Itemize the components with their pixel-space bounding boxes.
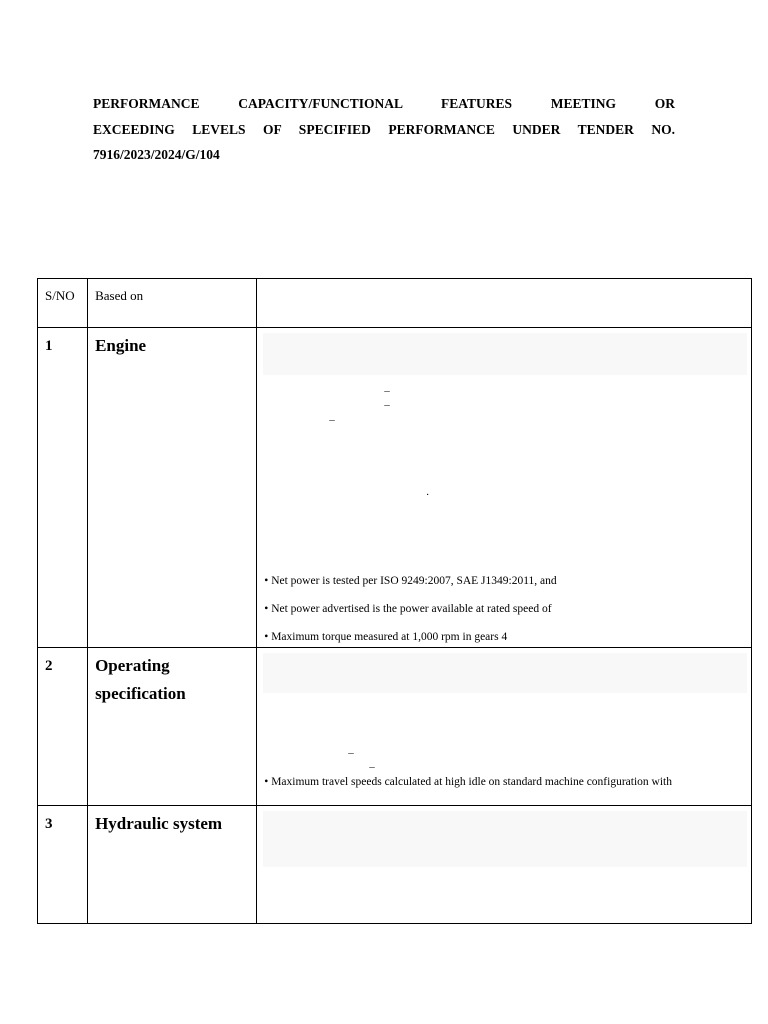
row-details <box>257 328 752 648</box>
dash-mark: – <box>369 761 375 773</box>
engine-note-3: • Maximum torque measured at 1,000 rpm in gears 4 <box>264 631 508 643</box>
engine-note-1: • Net power is tested per ISO 9249:2007, SAE J1349:2011, and <box>264 575 557 587</box>
dash-mark: – <box>384 385 390 397</box>
dash-mark: – <box>329 414 335 426</box>
shaded-band <box>263 653 747 693</box>
header-based-on: Based on <box>88 279 257 328</box>
title-line-1: PERFORMANCE CAPACITY/FUNCTIONAL FEATURES MEETING OR <box>93 96 675 111</box>
title-line-3: 7916/2023/2024/G/104 <box>93 147 220 162</box>
document-title <box>93 91 675 168</box>
shaded-band <box>263 811 747 867</box>
row-details <box>257 806 752 924</box>
row-based-on: Engine <box>88 328 257 648</box>
row-details <box>257 648 752 806</box>
title-line-2: EXCEEDING LEVELS OF SPECIFIED PERFORMANCE UNDER TENDER NO. <box>93 121 675 137</box>
engine-note-2: • Net power advertised is the power available at rated speed of <box>264 603 552 615</box>
specification-table <box>37 278 752 924</box>
operating-note-1: • Maximum travel speeds calculated at high idle on standard machine configuration with <box>264 776 672 788</box>
dot-mark: . <box>426 486 430 498</box>
row-sno: 2 <box>38 648 88 806</box>
table-row-hydraulic <box>38 806 752 924</box>
row-sno: 1 <box>38 328 88 648</box>
table-row-operating <box>38 648 752 806</box>
header-sno: S/NO <box>38 279 88 328</box>
row-based-on: Operating specification <box>88 648 257 806</box>
dash-mark: – <box>348 747 354 759</box>
table-header-row <box>38 279 752 328</box>
header-details <box>257 279 752 328</box>
shaded-band <box>263 333 747 375</box>
row-based-on: Hydraulic system <box>88 806 257 924</box>
dash-mark: – <box>384 399 390 411</box>
table-row-engine <box>38 328 752 648</box>
row-sno: 3 <box>38 806 88 924</box>
